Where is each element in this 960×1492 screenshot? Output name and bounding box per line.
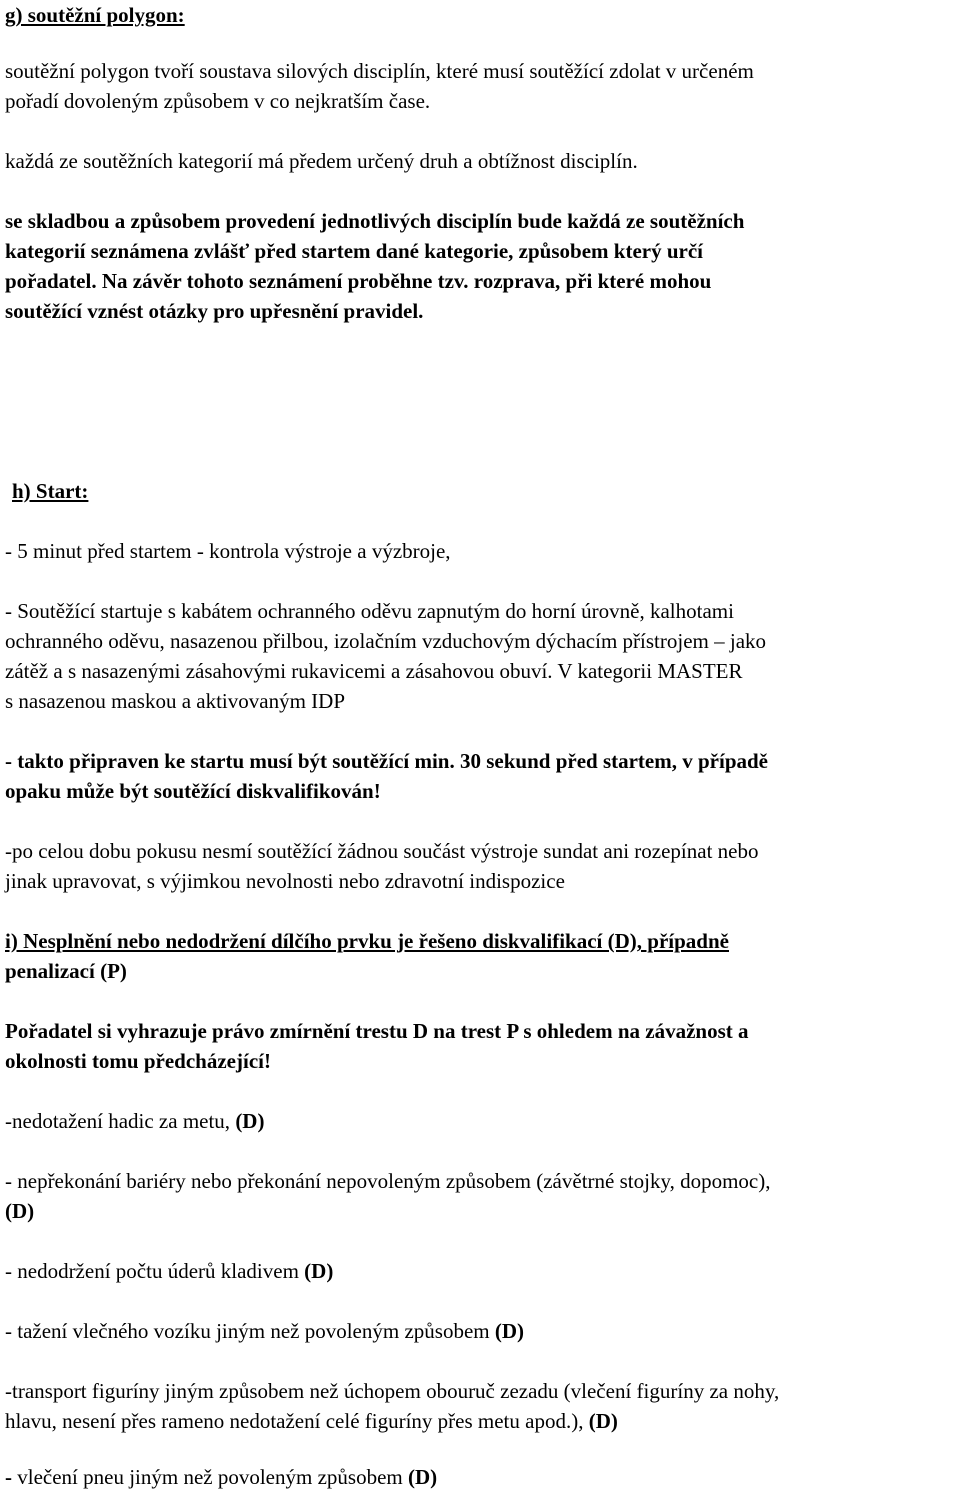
- section-i-heading: [5, 926, 957, 986]
- text-line: ochranného oděvu, nasazenou přilbou, izolačním vzduchovým dýchacím přístrojem – jako: [5, 629, 767, 653]
- penalty-item: [5, 1256, 957, 1286]
- penalty-item: [5, 1166, 957, 1226]
- section-g-heading: g) soutěžní polygon:: [5, 3, 185, 27]
- section-h-paragraph-2: [5, 596, 957, 716]
- section-h-heading: [12, 476, 312, 506]
- penalty-item: [5, 1376, 957, 1436]
- penalty-item-text: - tažení vlečného vozíku jiným než povoleným způsobem: [5, 1319, 495, 1343]
- text-line: soutěžící vznést otázky pro upřesnění pravidel.: [5, 299, 424, 323]
- text-line: zátěž a s nasazenými zásahovými rukavicemi a zásahovou obuví. V kategorii MASTER: [5, 659, 743, 683]
- penalty-item-text: hlavu, nesení přes rameno nedotažení celé figuríny přes metu apod.),: [5, 1409, 589, 1433]
- text-line: kategorií seznámena zvlášť před startem dané kategorie, způsobem který určí: [5, 239, 703, 263]
- text-line: opaku může být soutěžící diskvalifikován!: [5, 779, 381, 803]
- section-h-paragraph-1: - 5 minut před startem - kontrola výstroje a výzbroje,: [5, 539, 451, 563]
- penalty-item-text: vlečení pneu jiným než povoleným způsobem: [12, 1465, 408, 1489]
- section-g-paragraph-2: každá ze soutěžních kategorií má předem určený druh a obtížnost disciplín.: [5, 149, 638, 173]
- text-line: s nasazenou maskou a aktivovaným IDP: [5, 689, 346, 713]
- text-line: - takto připraven ke startu musí být soutěžící min. 30 sekund před startem, v případě: [5, 749, 769, 773]
- penalty-item: [5, 1316, 957, 1346]
- text-line: se skladbou a způsobem provedení jednotlivých disciplín bude každá ze soutěžních: [5, 209, 745, 233]
- section-h-paragraph-3: [5, 746, 957, 806]
- text-line: soutěžní polygon tvoří soustava silových disciplín, které musí soutěžící zdolat v určeném: [5, 59, 754, 83]
- text-line: penalizací (P): [5, 959, 127, 983]
- penalty-code: (D): [235, 1109, 265, 1133]
- penalty-item-text: -transport figuríny jiným způsobem než úchopem obouruč zezadu (vlečení figuríny za nohy,: [5, 1379, 780, 1403]
- penalty-code: (D): [5, 1199, 35, 1223]
- section-h-paragraph-4: [5, 836, 957, 896]
- penalty-item-text-line-2: [5, 1406, 957, 1436]
- section-g-paragraph-1: [5, 56, 957, 116]
- penalty-code: (D): [494, 1319, 525, 1343]
- text-line: i) Nesplnění nebo nedodržení dílčího prvku je řešeno diskvalifikací (D), případně: [5, 929, 729, 953]
- penalty-item-text: -nedotažení hadic za metu,: [5, 1109, 236, 1133]
- text-line: pořadatel. Na závěr tohoto seznámení proběhne tzv. rozprava, při které mohou: [5, 269, 712, 293]
- section-i-note: [5, 1016, 957, 1076]
- penalty-code: (D): [304, 1259, 334, 1283]
- penalty-code: (D): [588, 1409, 618, 1433]
- penalty-code: (D): [408, 1465, 438, 1489]
- penalty-item-prefix: -: [5, 1465, 12, 1489]
- section-h-heading-text: h) Start:: [12, 479, 89, 503]
- penalty-item: [5, 1462, 957, 1492]
- text-line: - Soutěžící startuje s kabátem ochranného oděvu zapnutým do horní úrovně, kalhotami: [5, 599, 734, 623]
- text-line: -po celou dobu pokusu nesmí soutěžící žádnou součást výstroje sundat ani rozepínat nebo: [5, 839, 759, 863]
- section-g-paragraph-3: [5, 206, 957, 326]
- text-line: pořadí dovoleným způsobem v co nejkratším čase.: [5, 89, 431, 113]
- penalty-item-text: - nepřekonání bariéry nebo překonání nepovoleným způsobem (závětrné stojky, dopomoc),: [5, 1169, 771, 1193]
- text-line: okolnosti tomu předcházející!: [5, 1049, 271, 1073]
- text-line: Pořadatel si vyhrazuje právo zmírnění trestu D na trest P s ohledem na závažnost a: [5, 1019, 749, 1043]
- penalty-item: [5, 1106, 957, 1136]
- penalty-item-text: - nedodržení počtu úderů kladivem: [5, 1259, 305, 1283]
- text-line: jinak upravovat, s výjimkou nevolnosti nebo zdravotní indispozice: [5, 869, 565, 893]
